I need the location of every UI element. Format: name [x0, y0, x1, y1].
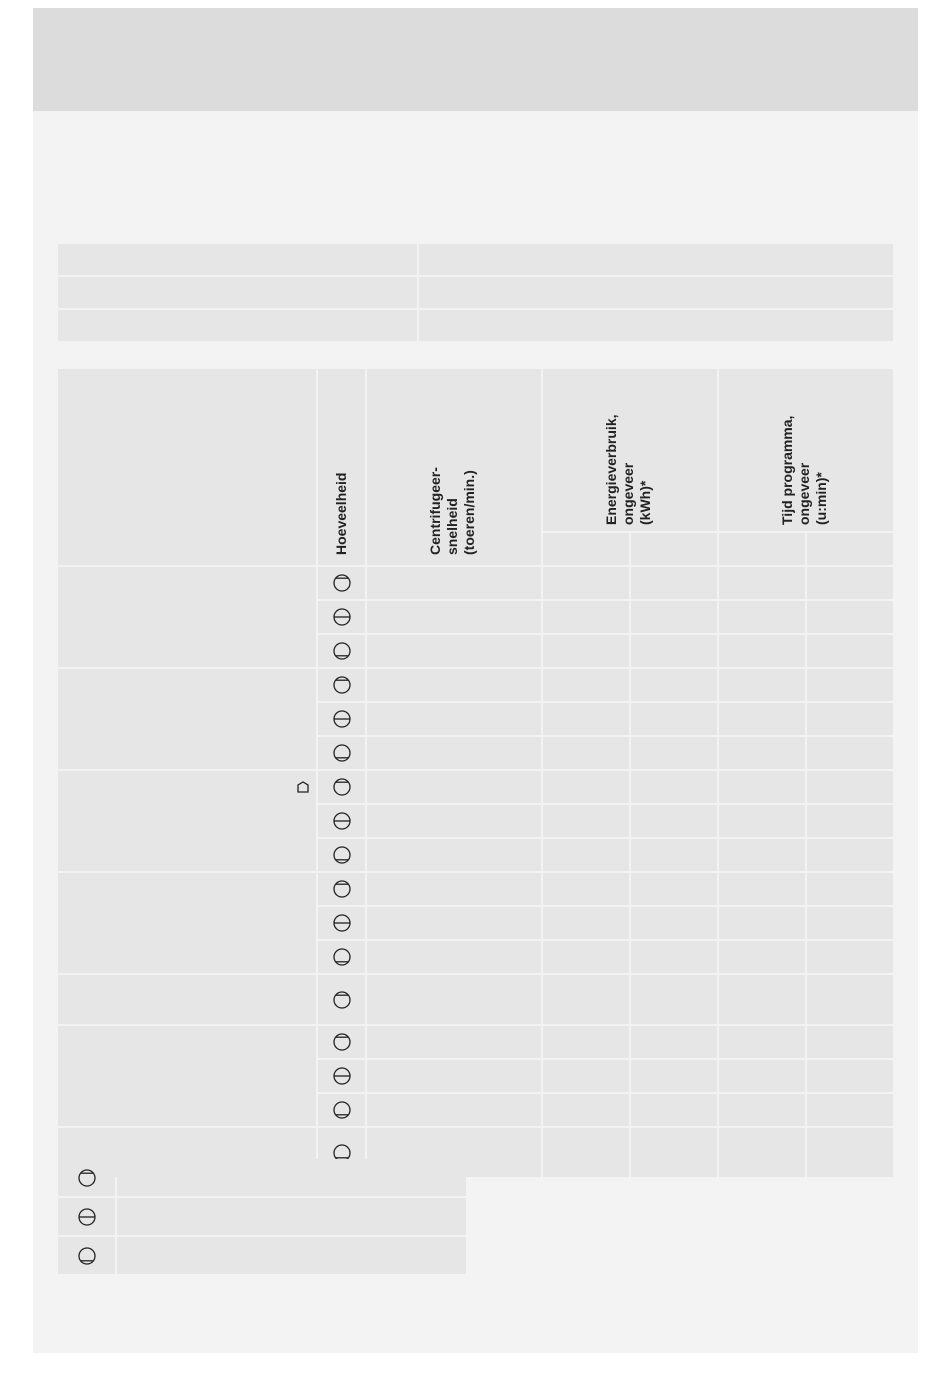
- info-label-cell: [58, 310, 417, 341]
- time-cell: [719, 1026, 805, 1058]
- load-full-icon: [333, 778, 351, 796]
- energy-subheader-cell: [631, 533, 717, 565]
- energy-cell: [631, 771, 717, 803]
- spin-speed-cell: [367, 975, 541, 1024]
- energy-cell: [543, 669, 629, 701]
- spin-speed-cell: [367, 805, 541, 837]
- time-cell: [719, 601, 805, 633]
- load-half-icon: [78, 1208, 96, 1226]
- info-value-cell: [419, 244, 893, 275]
- time-cell: [719, 635, 805, 667]
- program-name-cell: [58, 975, 316, 1024]
- energy-cell: [543, 975, 629, 1024]
- spin-speed-cell: [367, 1026, 541, 1058]
- program-name-cell: [58, 873, 316, 973]
- energy-cell: [543, 737, 629, 769]
- legend-label-cell: [117, 1159, 466, 1196]
- time-cell: [719, 669, 805, 701]
- info-row: [58, 310, 893, 341]
- energy-cell: [543, 873, 629, 905]
- spin-speed-cell: [367, 567, 541, 599]
- energy-subheader-cell: [543, 533, 629, 565]
- time-cell: [719, 1060, 805, 1092]
- energy-cell: [543, 703, 629, 735]
- time-cell: [807, 941, 893, 973]
- program-name-cell: [58, 1026, 316, 1126]
- pentagon-icon: [296, 781, 310, 793]
- program-table: [58, 369, 893, 1152]
- spin-speed-cell: [367, 941, 541, 973]
- load-full-icon: [333, 676, 351, 694]
- time-cell: [807, 1026, 893, 1058]
- energy-cell: [543, 1094, 629, 1126]
- time-cell: [807, 975, 893, 1024]
- program-name-cell: [58, 669, 316, 769]
- load-small-icon: [333, 846, 351, 864]
- energy-header-cell: [543, 369, 717, 531]
- time-cell: [807, 737, 893, 769]
- energy-cell: [631, 703, 717, 735]
- time-header: Tijd programma, ongeveer (u:min)*: [779, 415, 829, 525]
- spin-speed-cell: [367, 601, 541, 633]
- time-cell: [807, 1128, 893, 1177]
- time-cell: [719, 703, 805, 735]
- time-cell: [719, 805, 805, 837]
- energy-cell: [543, 1060, 629, 1092]
- load-legend: [58, 1159, 466, 1276]
- load-full-icon: [78, 1169, 96, 1187]
- energy-cell: [631, 669, 717, 701]
- energy-cell: [631, 1128, 717, 1177]
- energy-cell: [631, 805, 717, 837]
- legend-label-cell: [117, 1237, 466, 1274]
- info-row: [58, 244, 893, 275]
- spin-speed-header: Centrifugeer- snelheid (toeren/min.): [427, 467, 477, 555]
- time-subheader-cell: [719, 533, 805, 565]
- load-full-icon: [333, 1033, 351, 1051]
- time-cell: [807, 567, 893, 599]
- load-half-icon: [333, 812, 351, 830]
- energy-cell: [543, 1026, 629, 1058]
- time-cell: [719, 941, 805, 973]
- time-cell: [807, 703, 893, 735]
- time-subheader-cell: [807, 533, 893, 565]
- energy-header: Energieverbruik, ongeveer (kWh)*: [603, 414, 653, 525]
- spin-speed-cell: [367, 873, 541, 905]
- energy-cell: [631, 975, 717, 1024]
- info-label-cell: [58, 277, 417, 308]
- time-cell: [719, 1128, 805, 1177]
- energy-cell: [631, 873, 717, 905]
- spin-speed-cell: [367, 703, 541, 735]
- time-cell: [719, 839, 805, 871]
- energy-cell: [631, 737, 717, 769]
- load-half-icon: [333, 608, 351, 626]
- load-full-icon: [333, 880, 351, 898]
- quantity-header-cell: [318, 369, 365, 565]
- program-header-cell: [58, 369, 316, 565]
- header-band: [33, 8, 918, 111]
- time-cell: [719, 975, 805, 1024]
- load-small-icon: [333, 744, 351, 762]
- energy-cell: [631, 1060, 717, 1092]
- info-value-cell: [419, 310, 893, 341]
- load-small-icon: [78, 1247, 96, 1265]
- time-cell: [807, 805, 893, 837]
- spin-speed-cell: [367, 635, 541, 667]
- load-half-icon: [333, 710, 351, 728]
- info-value-cell: [419, 277, 893, 308]
- load-full-icon: [333, 991, 351, 1009]
- energy-cell: [631, 907, 717, 939]
- energy-cell: [631, 941, 717, 973]
- time-cell: [807, 873, 893, 905]
- time-cell: [807, 907, 893, 939]
- spin-speed-cell: [367, 771, 541, 803]
- spin-speed-cell: [367, 907, 541, 939]
- load-half-icon: [333, 914, 351, 932]
- quantity-header: Hoeveelheid: [333, 472, 349, 555]
- energy-cell: [543, 1128, 629, 1177]
- legend-label-cell: [117, 1198, 466, 1235]
- program-name-cell: [58, 567, 316, 667]
- spin-speed-cell: [367, 1060, 541, 1092]
- energy-cell: [543, 805, 629, 837]
- energy-cell: [543, 907, 629, 939]
- spin-speed-cell: [367, 669, 541, 701]
- energy-cell: [543, 635, 629, 667]
- energy-cell: [543, 839, 629, 871]
- time-header-cell: [719, 369, 893, 531]
- info-row: [58, 277, 893, 308]
- energy-cell: [543, 601, 629, 633]
- load-small-icon: [333, 1101, 351, 1119]
- time-cell: [807, 771, 893, 803]
- energy-cell: [631, 1094, 717, 1126]
- time-cell: [719, 737, 805, 769]
- spin-speed-cell: [367, 1094, 541, 1126]
- time-cell: [807, 839, 893, 871]
- energy-cell: [631, 839, 717, 871]
- program-name-cell: [58, 771, 316, 871]
- energy-cell: [543, 771, 629, 803]
- energy-cell: [631, 601, 717, 633]
- time-cell: [719, 1094, 805, 1126]
- time-cell: [807, 601, 893, 633]
- load-half-icon: [333, 1067, 351, 1085]
- spin-speed-header-cell: [367, 369, 541, 565]
- time-cell: [719, 907, 805, 939]
- time-cell: [807, 1060, 893, 1092]
- energy-cell: [631, 1026, 717, 1058]
- load-full-icon: [333, 574, 351, 592]
- time-cell: [807, 1094, 893, 1126]
- time-cell: [719, 873, 805, 905]
- energy-cell: [631, 567, 717, 599]
- energy-cell: [631, 635, 717, 667]
- page: [33, 8, 918, 1353]
- energy-cell: [543, 941, 629, 973]
- time-cell: [807, 635, 893, 667]
- energy-cell: [543, 567, 629, 599]
- load-small-icon: [333, 948, 351, 966]
- info-label-cell: [58, 244, 417, 275]
- time-cell: [807, 669, 893, 701]
- time-cell: [719, 567, 805, 599]
- time-cell: [719, 771, 805, 803]
- spin-speed-cell: [367, 839, 541, 871]
- load-small-icon: [333, 642, 351, 660]
- spin-speed-cell: [367, 737, 541, 769]
